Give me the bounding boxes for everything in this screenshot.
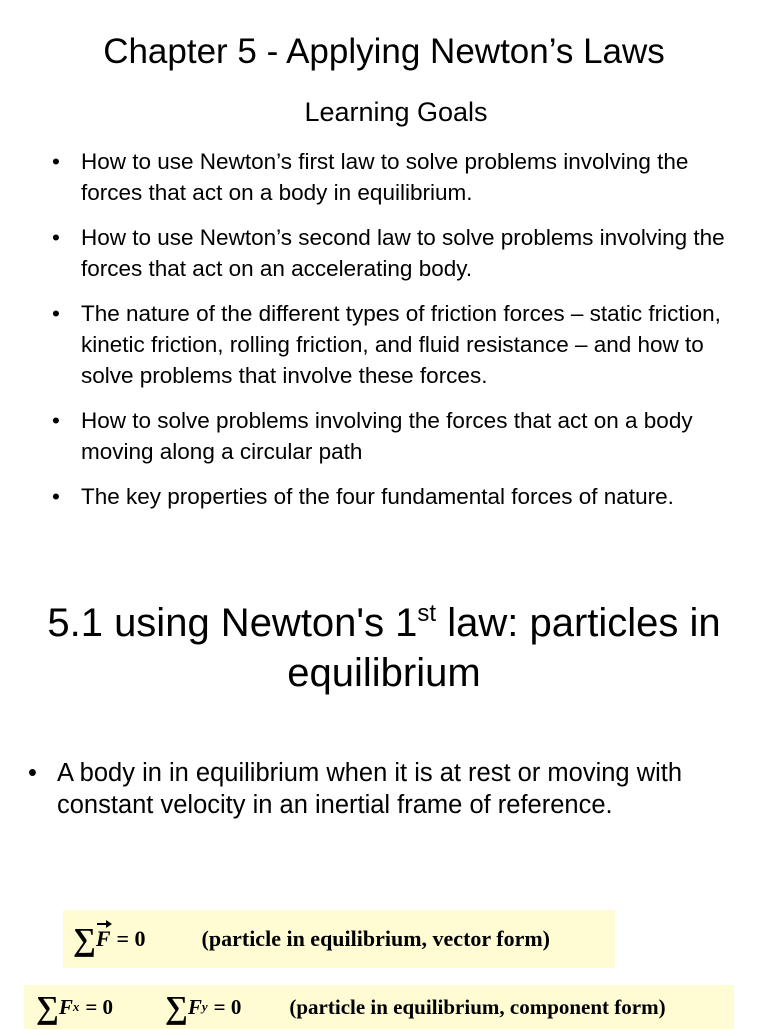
equation-rhs-x: = 0 [85,994,114,1019]
goal-text: The key properties of the four fundamental forces of nature. [81,484,674,509]
list-item [52,222,752,284]
goal-text: How to use Newton’s first law to solve problems involving the forces that act on a body in equilibrium. [81,149,689,205]
list-item [52,298,752,391]
goal-text: How to use Newton’s second law to solve problems involving the forces that act on an accelerating body. [81,225,725,281]
force-symbol: F [187,994,202,1019]
subscript-x: x [72,999,80,1014]
force-symbol: F [58,994,73,1019]
section-title-part2: law: particles in equilibrium [287,601,721,695]
definition-text: A body in in equilibrium when it is at rest or moving with constant velocity in an inertial frame of reference. [57,759,683,819]
goal-text: How to solve problems involving the forces that act on a body moving along a circular path [81,408,693,464]
equation-label: (particle in equilibrium, component form) [289,994,666,1019]
list-item [52,481,752,512]
equation-rhs-y: = 0 [213,994,242,1019]
sigma-symbol: ∑ [73,920,96,957]
list-item [28,757,728,821]
list-item [52,146,752,208]
learning-goals-list [52,146,752,526]
section-title [0,598,768,698]
bullet-icon: • [52,149,60,174]
bullet-icon: • [52,408,60,433]
section-title-ordinal: st [417,600,437,627]
bullet-icon: • [52,484,60,509]
bullet-icon: • [52,301,60,326]
bullet-icon: • [28,759,37,787]
force-vector-symbol: F [95,926,111,951]
equation-vector-form [63,910,615,968]
goal-text: The nature of the different types of friction forces – static friction, kinetic friction, rolling friction, and fluid resistance – and how to solve problems that involve these forces. [81,301,721,388]
equation-label: (particle in equilibrium, vector form) [201,926,551,951]
bullet-icon: • [52,225,60,250]
list-item [52,405,752,467]
slide-equilibrium [0,580,768,1024]
learning-goals-heading: Learning Goals [304,97,488,127]
equilibrium-definition-list [28,757,728,821]
section-title-part1: 5.1 using Newton's 1 [47,601,418,645]
sigma-symbol: ∑ [36,988,59,1025]
chapter-title: Chapter 5 - Applying Newton’s Laws [103,32,665,71]
subscript-y: y [201,999,208,1014]
sigma-symbol: ∑ [165,988,188,1025]
equation-rhs: = 0 [116,926,146,951]
equation-component-form [24,985,734,1029]
